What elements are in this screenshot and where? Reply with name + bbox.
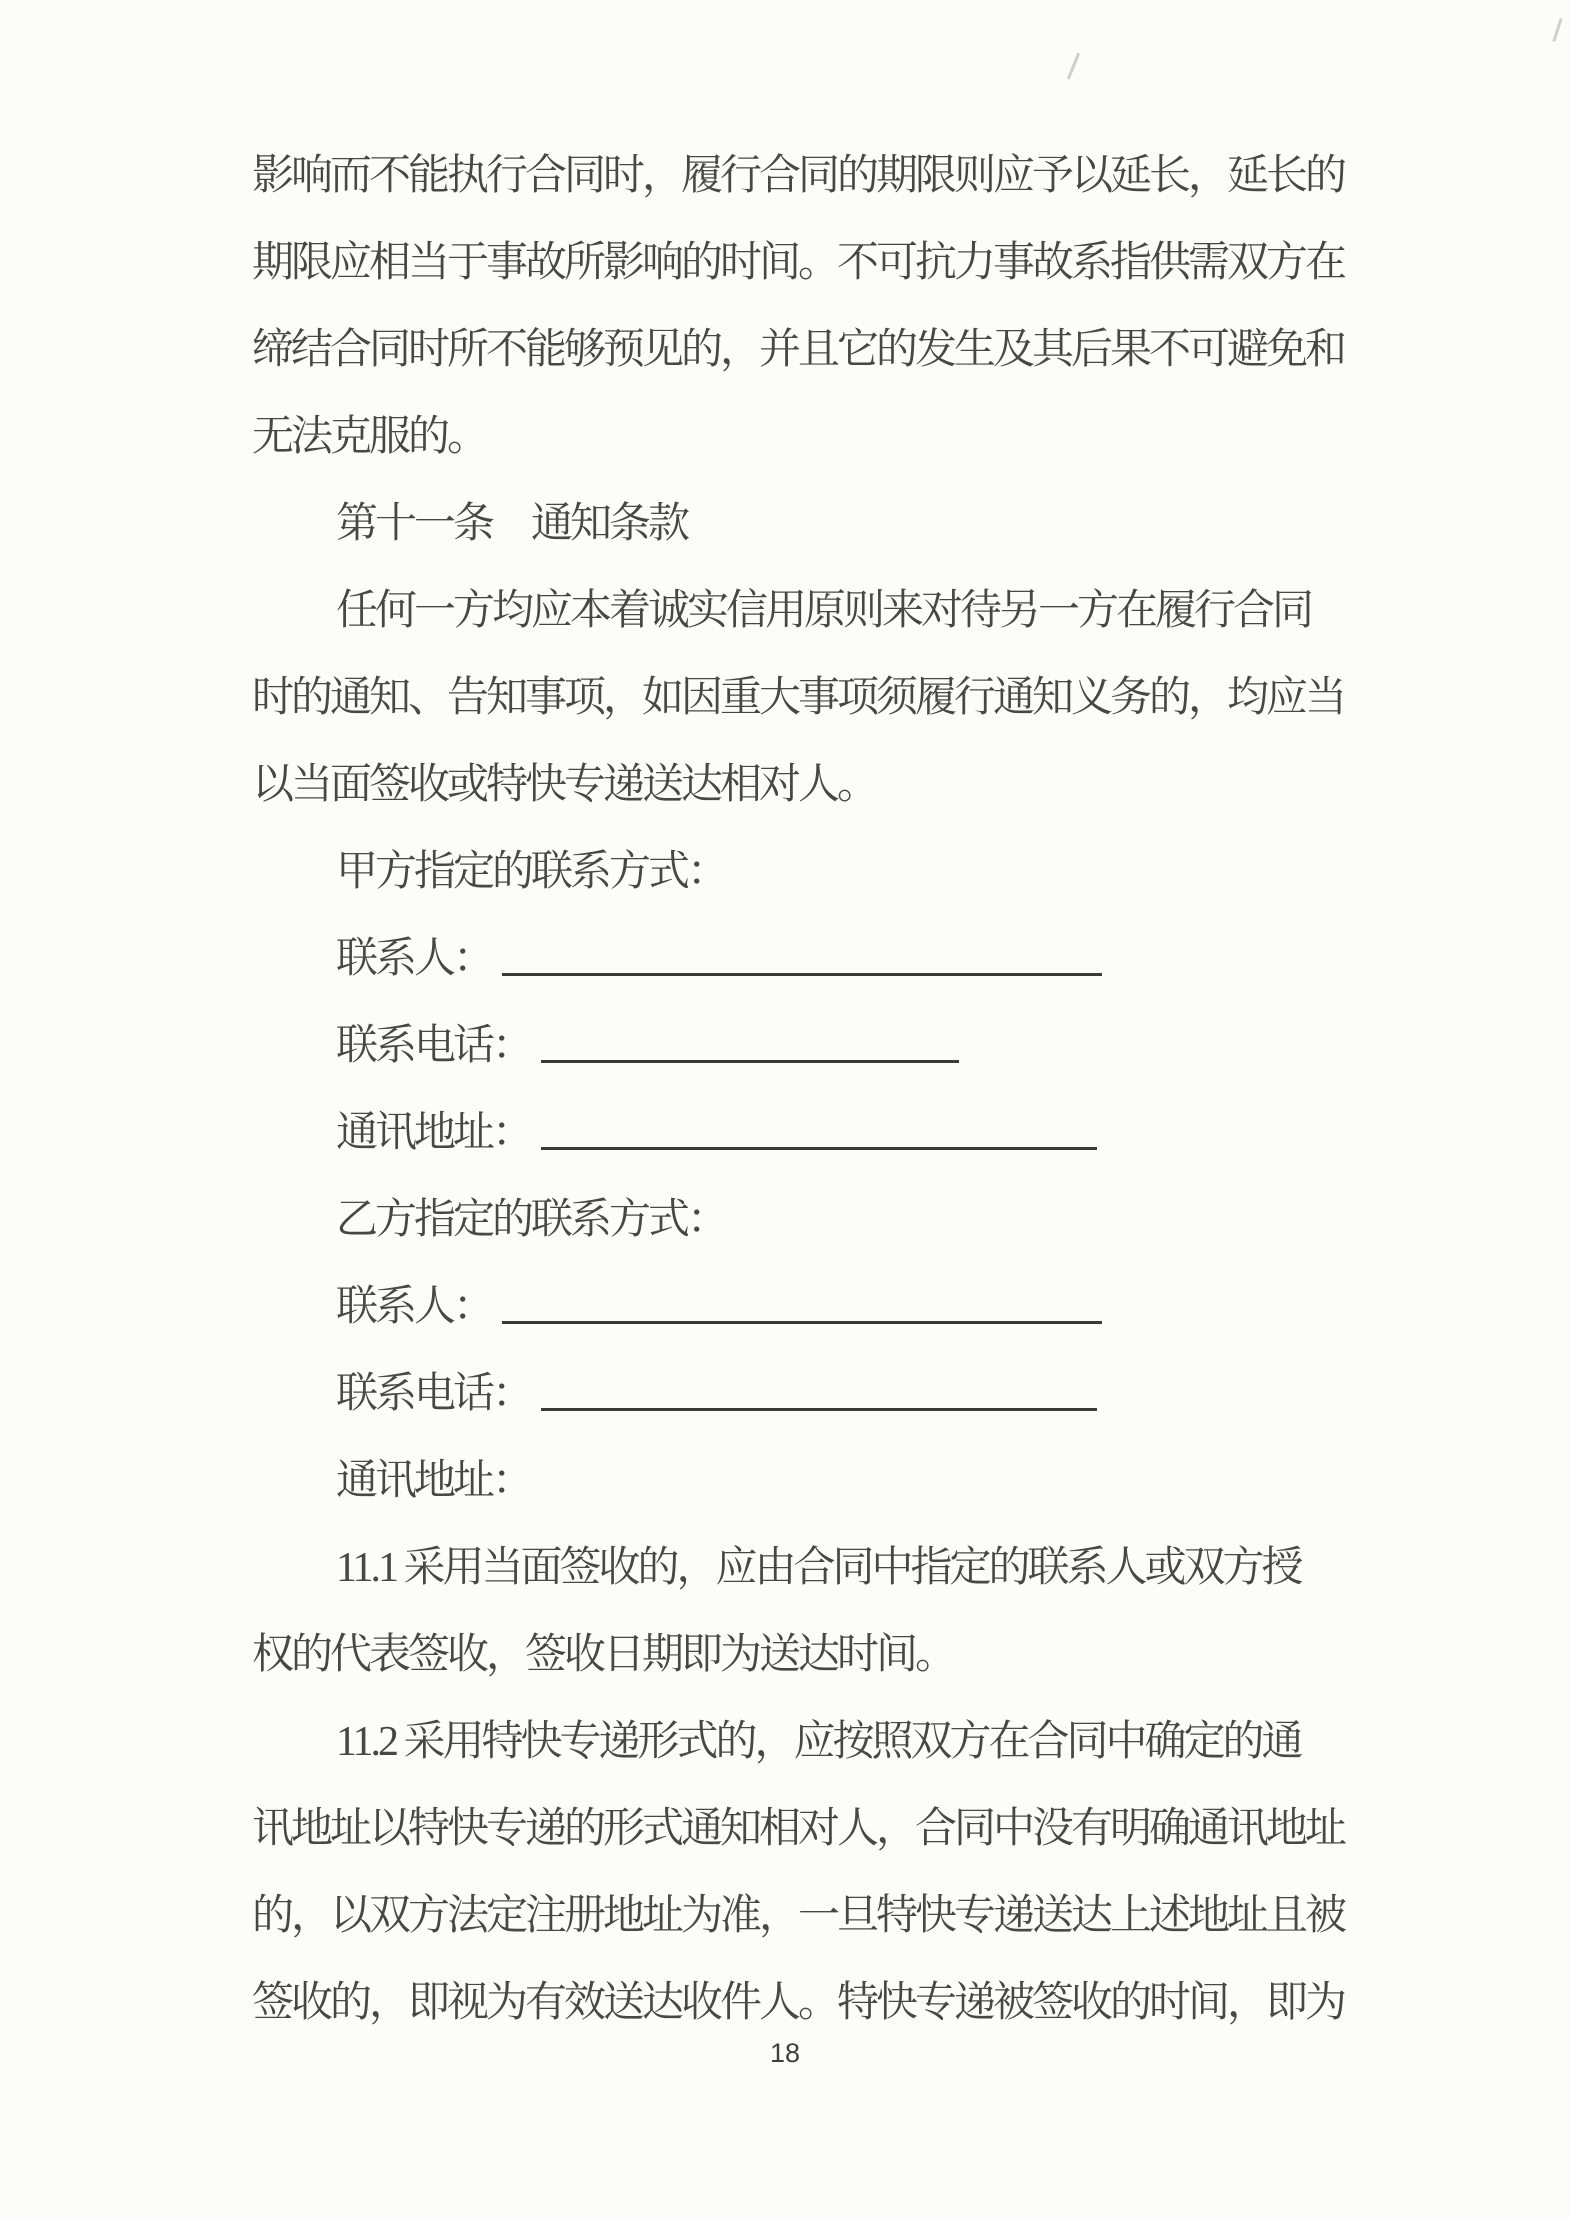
line-text: 无法克服的。: [252, 414, 487, 460]
document-body: [252, 133, 1372, 2047]
scan-artifact-icon: [1552, 18, 1562, 42]
text-line: [252, 1786, 1372, 1873]
text-line: [252, 394, 1372, 481]
line-text: 的，以双方法定注册地址为准，一旦特快专递送达上述地址且被: [252, 1893, 1345, 1939]
scan-artifact-icon: [1067, 52, 1080, 79]
line-text: 联系电话：: [336, 1371, 532, 1417]
text-line: [252, 1438, 1372, 1525]
line-text: 第十一条 通知条款: [336, 501, 688, 547]
line-text: 甲方指定的联系方式：: [336, 849, 727, 895]
text-line: [252, 655, 1372, 742]
line-text: 以当面签收或特快专递送达相对人。: [252, 762, 877, 808]
line-text: 缔结合同时所不能够预见的，并且它的发生及其后果不可避免和: [252, 327, 1345, 373]
line-text: 任何一方均应本着诚实信用原则来对待另一方在履行合同: [336, 588, 1312, 634]
text-line: [252, 481, 1372, 568]
blank-underline: [502, 973, 1102, 976]
line-text: 权的代表签收，签收日期即为送达时间。: [252, 1632, 955, 1678]
text-line: [252, 1264, 1372, 1351]
line-text: 时的通知、告知事项，如因重大事项须履行通知义务的，均应当: [252, 675, 1345, 721]
text-line: [252, 307, 1372, 394]
blank-underline: [541, 1408, 1097, 1411]
line-text: 联系人：: [336, 1284, 493, 1330]
text-line: [252, 1351, 1372, 1438]
text-line: [252, 1960, 1372, 2047]
text-line: [252, 1612, 1372, 1699]
text-line: [252, 1177, 1372, 1264]
line-text: 通讯地址：: [336, 1110, 532, 1156]
text-line: [252, 133, 1372, 220]
text-line: [252, 220, 1372, 307]
text-line: [252, 916, 1372, 1003]
text-line: [252, 829, 1372, 916]
text-line: [252, 1873, 1372, 1960]
line-text: 签收的，即视为有效送达收件人。特快专递被签收的时间，即为: [252, 1980, 1345, 2026]
line-text: 11.2 采用特快专递形式的，应按照双方在合同中确定的通: [336, 1719, 1301, 1765]
line-text: 讯地址以特快专递的形式通知相对人，合同中没有明确通讯地址: [252, 1806, 1345, 1852]
line-text: 乙方指定的联系方式：: [336, 1197, 727, 1243]
text-line: [252, 1699, 1372, 1786]
text-line: [252, 1525, 1372, 1612]
line-text: 联系人：: [336, 936, 493, 982]
line-text: 11.1 采用当面签收的，应由合同中指定的联系人或双方授: [336, 1545, 1301, 1591]
page-number: 18: [769, 2038, 801, 2068]
text-line: [252, 1003, 1372, 1090]
blank-underline: [541, 1060, 959, 1063]
line-text: 联系电话：: [336, 1023, 532, 1069]
blank-underline: [541, 1147, 1097, 1150]
line-text: 影响而不能执行合同时，履行合同的期限则应予以延长，延长的: [252, 153, 1345, 199]
line-text: 期限应相当于事故所影响的时间。不可抗力事故系指供需双方在: [252, 240, 1345, 286]
text-line: [252, 568, 1372, 655]
text-line: [252, 1090, 1372, 1177]
line-text: 通讯地址：: [336, 1458, 532, 1504]
text-line: [252, 742, 1372, 829]
blank-underline: [502, 1321, 1102, 1324]
